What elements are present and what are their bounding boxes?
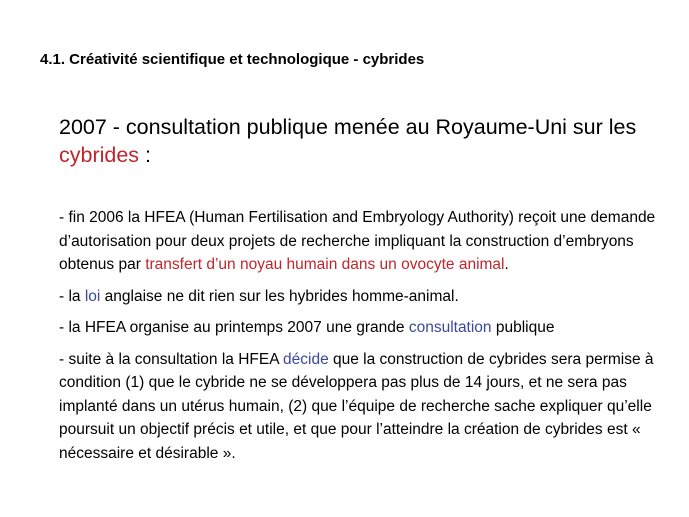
headline [59,113,659,169]
bullet-consultation [59,316,659,340]
bullet-text: - la HFEA organise au printemps 2007 une grande [59,319,409,336]
bullet-text: que la construction de cybrides sera permise à condition (1) que le cybride ne se développera pas plus de 14 jours, et ne sera pas implanté dans un utérus humain, (2) que l’équipe de recherche sache expliquer qu’elle poursuit un objectif précis et utile, et que pour l’atteindre la création de cybrides est « nécessaire et désirable ». [59,350,654,462]
bullet-text: - fin 2006 la HFEA (Human Fertilisation and Embryology Authority) reçoit une demande d’autorisation pour deux projets de recherche impliquant la construction d’embryons obtenus par [59,209,656,273]
highlight-loi: loi [84,287,101,305]
bullet-text: - la [59,287,85,305]
highlight-decide: décide [283,350,329,368]
bullet-text: publique [491,319,555,336]
bullet-hfea-request [59,206,659,277]
section-title: 4.1. Créativité scientifique et technologique - cybrides [40,51,425,68]
bullet-text: anglaise ne dit rien sur les hybrides homme-animal. [100,287,459,305]
bullet-loi [59,285,659,309]
headline-highlight-cybrides: cybrides [59,143,140,167]
headline-text-1: 2007 - consultation publique menée au Royaume-Uni sur les [59,115,637,139]
headline-text-2: : [139,143,152,167]
bullet-text: - suite à la consultation la HFEA [59,350,284,368]
highlight-consultation: consultation [408,319,492,336]
bullet-decision [59,348,659,466]
highlight-transfert-noyau: transfert d’un noyau humain dans un ovocyte animal [145,256,505,273]
bullet-list [59,206,659,473]
bullet-text: . [504,256,509,273]
